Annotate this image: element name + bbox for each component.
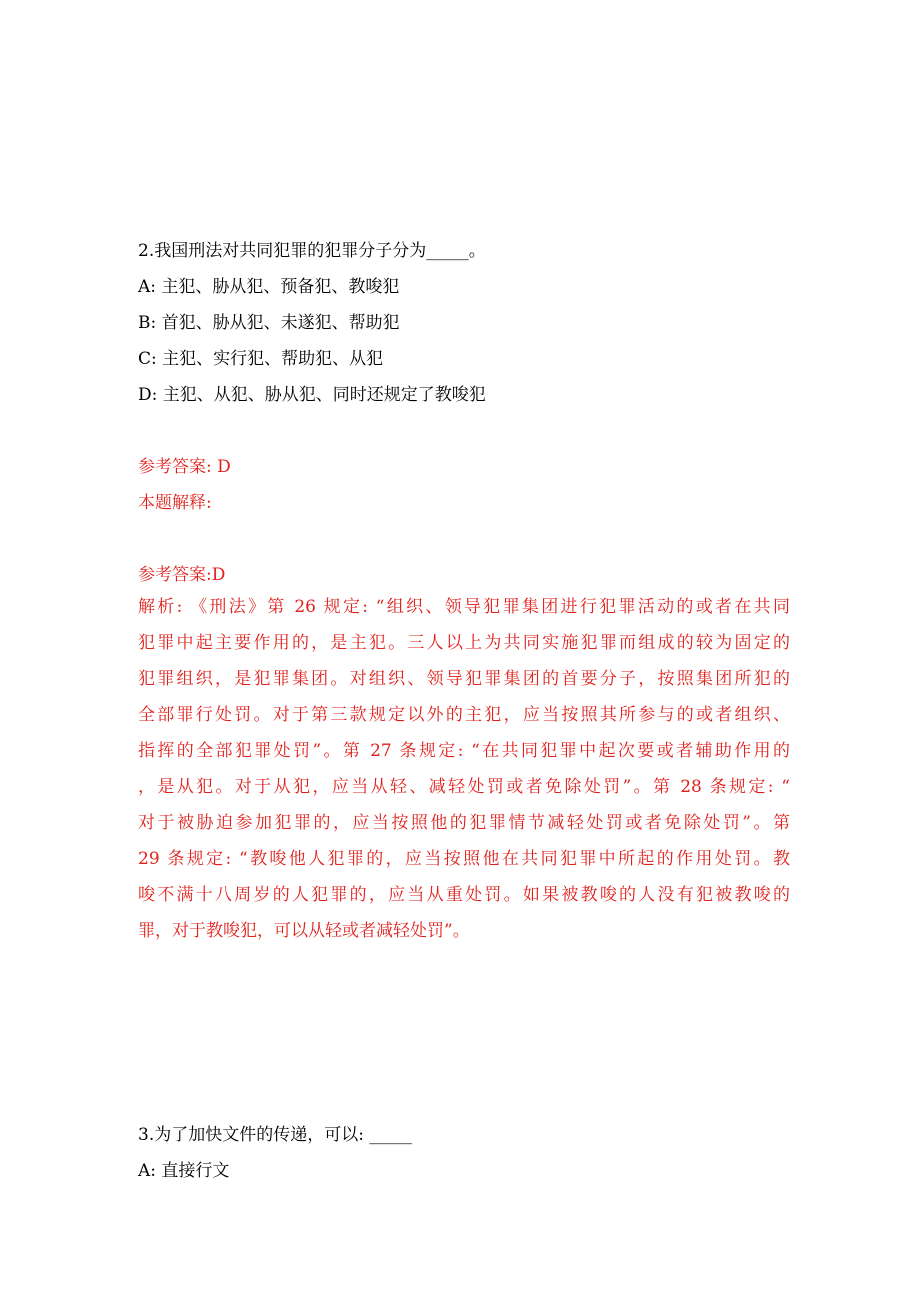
question-2-option-c: C: 主犯、实行犯、帮助犯、从犯 (138, 349, 384, 369)
explanation-line: ，是从犯。对于从犯，应当从轻、减轻处罚或者免除处罚”。第 28 条规定: “ (138, 777, 790, 797)
question-2-stem: 2.我国刑法对共同犯罪的犯罪分子分为_____。 (138, 241, 486, 261)
question-2-option-a: A: 主犯、胁从犯、预备犯、教唆犯 (138, 277, 400, 297)
question-2-explanation-label: 本题解释: (138, 493, 212, 513)
explanation-line: 犯罪组织，是犯罪集团。对组织、领导犯罪集团的首要分子，按照集团所犯的 (138, 669, 790, 689)
question-2-answer-repeat: 参考答案:D (138, 565, 226, 585)
explanation-line: 唆不满十八周岁的人犯罪的，应当从重处罚。如果被教唆的人没有犯被教唆的 (138, 885, 790, 905)
explanation-line: 29 条规定: “教唆他人犯罪的，应当按照他在共同犯罪中所起的作用处罚。教 (138, 849, 790, 869)
explanation-line: 全部罪行处罚。对于第三款规定以外的主犯，应当按照其所参与的或者组织、 (138, 705, 790, 725)
explanation-line: 罪，对于教唆犯，可以从轻或者减轻处罚”。 (138, 921, 470, 941)
question-2-option-b: B: 首犯、胁从犯、未遂犯、帮助犯 (138, 313, 400, 333)
question-2-explanation (138, 596, 790, 956)
explanation-line: 解析: 《刑法》第 26 规定: “组织、领导犯罪集团进行犯罪活动的或者在共同 (138, 597, 790, 617)
explanation-line: 对于被胁迫参加犯罪的，应当按照他的犯罪情节减轻处罚或者免除处罚”。第 (138, 813, 790, 833)
explanation-line: 犯罪中起主要作用的，是主犯。三人以上为共同实施犯罪而组成的较为固定的 (138, 633, 790, 653)
question-2-answer: 参考答案: D (138, 457, 231, 477)
question-3-stem: 3.为了加快文件的传递，可以: _____ (138, 1125, 412, 1145)
question-2-option-d: D: 主犯、从犯、胁从犯、同时还规定了教唆犯 (138, 385, 486, 405)
explanation-line: 指挥的全部犯罪处罚”。第 27 条规定: “在共同犯罪中起次要或者辅助作用的 (138, 741, 790, 761)
question-3-option-a: A: 直接行文 (138, 1161, 230, 1181)
